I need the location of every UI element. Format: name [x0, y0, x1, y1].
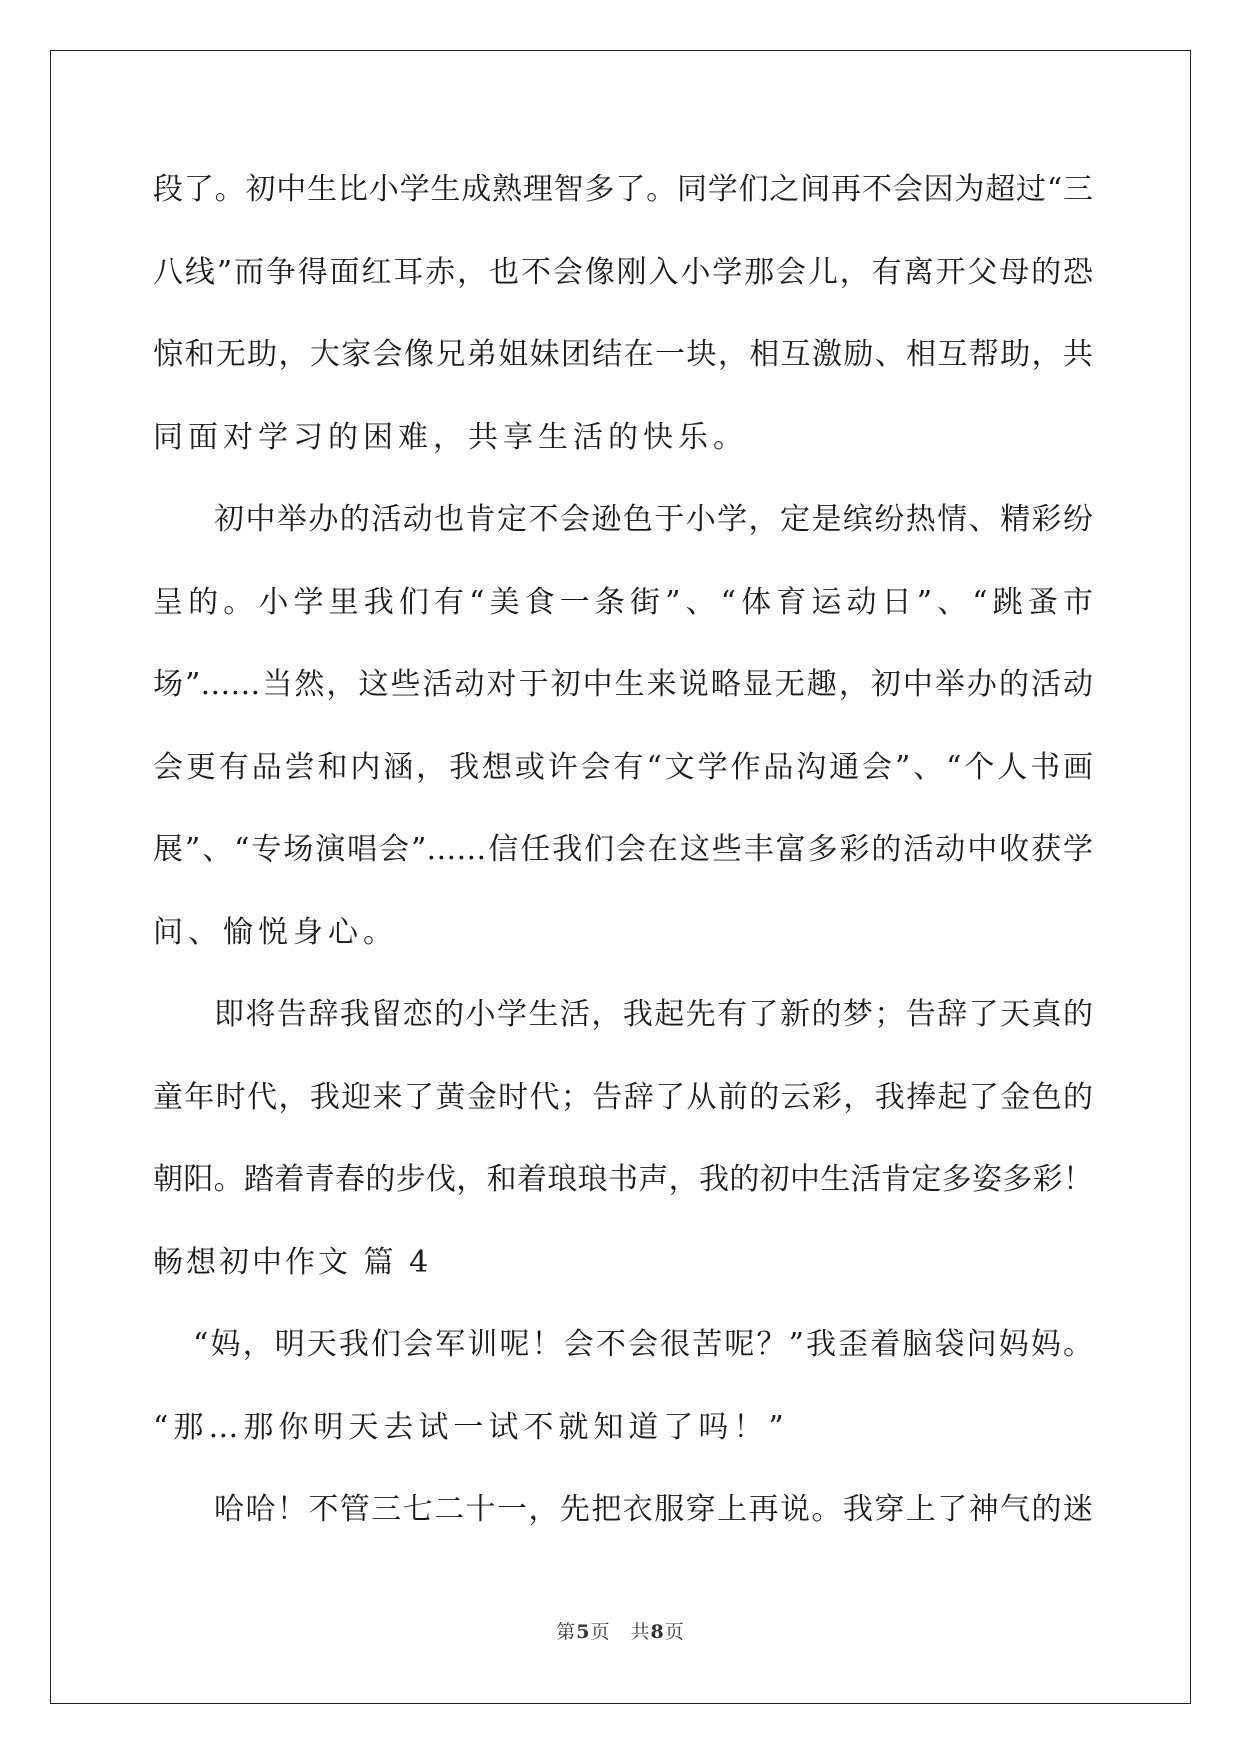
total-pages-number: 8 [650, 1621, 665, 1643]
document-body [153, 160, 1093, 1563]
text-line: 场”……当然，这些活动对于初中生来说略显无趣，初中举办的活动 [153, 667, 1093, 702]
footer-mid: 页 共 [590, 1621, 651, 1643]
text-line: 童年时代，我迎来了黄金时代；告辞了从前的云彩，我捧起了金色的 [153, 1079, 1093, 1115]
page-footer [0, 1617, 1241, 1644]
text-line: 问、愉悦身心。 [153, 914, 398, 950]
text-line: 哈哈！不管三七二十一，先把衣服穿上再说。我穿上了神气的迷 [214, 1492, 1093, 1527]
footer-prefix: 第 [556, 1621, 577, 1643]
text-line: 会更有品尝和内涵，我想或许会有“文学作品沟通会”、“个人书画 [153, 749, 1093, 785]
text-line: “那…那你明天去试一试不就知道了吗！” [153, 1409, 789, 1445]
text-line: 即将告辞我留恋的小学生活，我起先有了新的梦；告辞了天真的 [214, 997, 1093, 1032]
footer-suffix: 页 [664, 1621, 685, 1643]
text-line: 呈的。小学里我们有“美食一条街”、“体育运动日”、“跳蚤市 [153, 584, 1093, 620]
text-line: 展”、“专场演唱会”……信任我们会在这些丰富多彩的活动中收获学 [153, 832, 1093, 867]
text-line: 段了。初中生比小学生成熟理智多了。同学们之间再不会因为超过“三 [153, 172, 1093, 207]
text-line: 初中举办的活动也肯定不会逊色于小学，定是缤纷热情、精彩纷 [214, 502, 1093, 537]
text-line: 八线”而争得面红耳赤，也不会像刚入小学那会儿，有离开父母的恐 [153, 254, 1093, 290]
text-line: 同面对学习的困难，共享生活的快乐。 [153, 419, 748, 455]
text-line: 朝阳。踏着青春的步伐，和着琅琅书声，我的初中生活肯定多姿多彩！ [153, 1162, 1093, 1197]
current-page-number: 5 [576, 1621, 591, 1643]
text-line: “妈，明天我们会军训呢！会不会很苦呢？”我歪着脑袋问妈妈。 [193, 1327, 1093, 1362]
text-line: 惊和无助，大家会像兄弟姐妹团结在一块，相互激励、相互帮助，共 [153, 337, 1093, 372]
section-heading: 畅想初中作文 篇 4 [153, 1244, 432, 1280]
